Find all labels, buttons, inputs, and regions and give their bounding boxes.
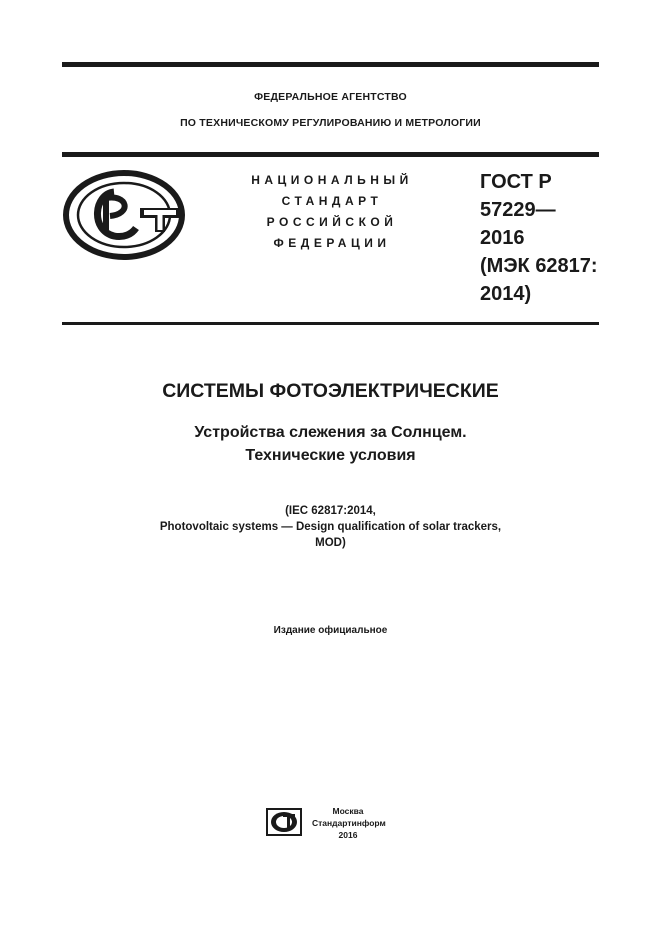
- gost-line-1: ГОСТ Р: [480, 171, 552, 193]
- publisher-city: Москва: [332, 806, 364, 816]
- ns-line-1: НАЦИОНАЛЬНЫЙ: [251, 173, 413, 187]
- gost-line-5: 2014): [480, 283, 532, 305]
- document-title: СИСТЕМЫ ФОТОЭЛЕКТРИЧЕСКИЕ: [162, 380, 499, 402]
- ns-line-2: СТАНДАРТ: [281, 194, 383, 208]
- title-divider: [62, 322, 599, 325]
- gost-designation: [480, 168, 598, 308]
- header-divider: [62, 152, 599, 157]
- subtitle-line-1: Устройства слежения за Солнцем.: [194, 424, 467, 441]
- national-standard-label: [232, 170, 432, 254]
- agency-line-2: ПО ТЕХНИЧЕСКОМУ РЕГУЛИРОВАНИЮ И МЕТРОЛОГИИ: [180, 117, 481, 129]
- iec-line-2: Photovoltaic systems — Design qualification of solar trackers,: [159, 521, 502, 533]
- publisher-name: Стандартинформ: [312, 818, 386, 828]
- subtitle-line-2: Технические условия: [245, 447, 416, 464]
- gost-line-2: 57229—: [480, 199, 556, 221]
- document-subtitle: [0, 421, 661, 467]
- gost-r-logo-icon: [62, 168, 192, 263]
- iec-reference: [0, 503, 661, 551]
- iec-line-3: MOD): [315, 537, 346, 549]
- iec-line-1: (IEC 62817:2014,: [285, 505, 376, 517]
- gost-line-3: 2016: [480, 227, 525, 249]
- edition-label: Издание официальное: [273, 625, 388, 636]
- publisher-info: [312, 805, 384, 841]
- gost-line-4: (МЭК 62817:: [480, 255, 598, 277]
- ns-line-3: РОССИЙСКОЙ: [266, 215, 398, 229]
- top-divider: [62, 62, 599, 67]
- publisher-year: 2016: [338, 830, 358, 840]
- publisher-logo-icon: [266, 808, 302, 836]
- ns-line-4: ФЕДЕРАЦИИ: [273, 236, 391, 250]
- agency-line-1: ФЕДЕРАЛЬНОЕ АГЕНТСТВО: [254, 91, 407, 103]
